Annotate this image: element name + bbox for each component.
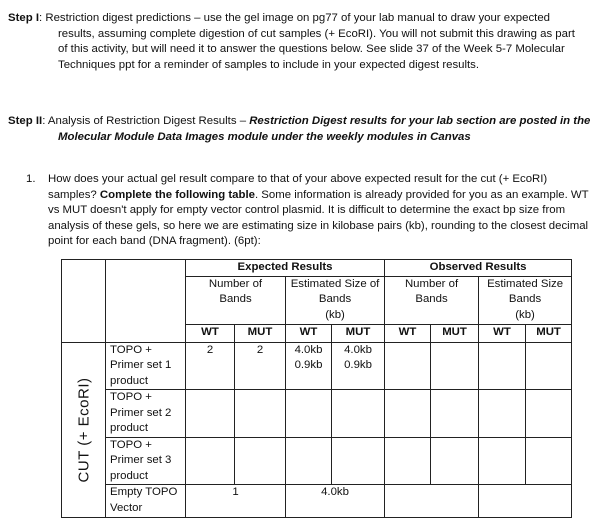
question-line-5: point for each band (DNA fragment). (6pt): xyxy=(48,235,261,247)
exp-bands-wt-header: WT xyxy=(186,324,235,342)
observed-num-bands-header: Number of Bands xyxy=(385,276,479,324)
results-table xyxy=(61,259,572,518)
obs-mut-bands-input-cell[interactable] xyxy=(431,342,479,390)
exp-wt-size-cell: 4.0kb 0.9kb xyxy=(286,342,332,390)
obs-bands-input-cell[interactable] xyxy=(385,485,479,518)
observed-results-header: Observed Results xyxy=(385,260,572,277)
sample-name-cell: TOPO + Primer set 1 product xyxy=(106,342,186,390)
question-line-4: analysis of these gels, so here we are estimating size in kilobase pairs (kb), rounding to the closest decimal xyxy=(48,219,589,232)
obs-mut-size-input-cell[interactable] xyxy=(526,390,572,438)
obs-size-input-cell[interactable] xyxy=(479,485,572,518)
exp-bands-cell: 1 xyxy=(186,485,286,518)
exp-mut-size-input-cell[interactable] xyxy=(332,390,385,438)
exp-wt-size-input-cell[interactable] xyxy=(286,437,332,485)
obs-wt-size-input-cell[interactable] xyxy=(479,437,526,485)
exp-wt-bands-cell: 2 xyxy=(186,342,235,390)
exp-wt-size-input-cell[interactable] xyxy=(286,390,332,438)
obs-bands-mut-header: MUT xyxy=(431,324,479,342)
obs-size-mut-header: MUT xyxy=(526,324,572,342)
expected-num-bands-header: Number of Bands xyxy=(186,276,286,324)
obs-size-wt-header: WT xyxy=(479,324,526,342)
step-1-line-3: of this activity, but will need it to answer the questions below. See slide 37 of the Week 5-7 Molecular xyxy=(58,43,565,55)
cut-ecori-label: CUT (+ EcoRI) xyxy=(74,377,92,483)
observed-est-size-header: Estimated Size Bands (kb) xyxy=(479,276,572,324)
question-instruction: Complete the following table xyxy=(99,188,255,201)
expected-est-size-header: Estimated Size of Bands (kb) xyxy=(286,276,385,324)
question-line-3: vs MUT doesn't apply for empty vector control plasmid. It is difficult to determine the exact bp size from xyxy=(48,204,566,216)
obs-wt-bands-input-cell[interactable] xyxy=(385,437,431,485)
table-row xyxy=(62,390,572,438)
exp-bands-mut-header: MUT xyxy=(235,324,286,342)
step-2-label: Step II xyxy=(8,115,43,127)
obs-bands-wt-header: WT xyxy=(385,324,431,342)
obs-mut-bands-input-cell[interactable] xyxy=(431,390,479,438)
exp-size-cell: 4.0kb xyxy=(286,485,385,518)
step-2-emphasis-1: Restriction Digest results for your lab section are posted in the xyxy=(249,115,591,127)
expected-results-header: Expected Results xyxy=(186,260,385,277)
step-1-label: Step I xyxy=(8,12,40,24)
step-1-paragraph xyxy=(8,11,604,73)
exp-size-mut-header: MUT xyxy=(332,324,385,342)
cut-side-cell xyxy=(62,342,106,518)
obs-mut-size-input-cell[interactable] xyxy=(526,342,572,390)
exp-mut-size-cell: 4.0kb 0.9kb xyxy=(332,342,385,390)
table-row xyxy=(62,342,572,390)
exp-mut-bands-input-cell[interactable] xyxy=(235,390,286,438)
obs-wt-size-input-cell[interactable] xyxy=(479,342,526,390)
sample-name-cell: Empty TOPO Vector xyxy=(106,485,186,518)
obs-wt-bands-input-cell[interactable] xyxy=(385,390,431,438)
exp-mut-size-input-cell[interactable] xyxy=(332,437,385,485)
obs-mut-size-input-cell[interactable] xyxy=(526,437,572,485)
question-line-1: How does your actual gel result compare to that of your above expected result for the cut (+ EcoRI) xyxy=(48,173,548,185)
sample-name-cell: TOPO + Primer set 3 product xyxy=(106,437,186,485)
step-1-line-4: Techniques ppt for a reminder of samples to include in your expected digest results. xyxy=(58,58,480,71)
exp-wt-bands-input-cell[interactable] xyxy=(186,437,235,485)
exp-mut-bands-input-cell[interactable] xyxy=(235,437,286,485)
question-number: 1. xyxy=(26,173,36,185)
obs-wt-size-input-cell[interactable] xyxy=(479,390,526,438)
corner-cell xyxy=(62,260,106,343)
table-row xyxy=(62,437,572,485)
step-1-line-2: results, assuming complete digestion of cut samples (+ EcoRI). You will not submit this drawing as part xyxy=(58,27,575,40)
table-row xyxy=(62,485,572,518)
step-2-paragraph xyxy=(8,114,604,145)
exp-size-wt-header: WT xyxy=(286,324,332,342)
sample-name-cell: TOPO + Primer set 2 product xyxy=(106,390,186,438)
exp-wt-bands-input-cell[interactable] xyxy=(186,390,235,438)
step-2-text: : Analysis of Restriction Digest Results – xyxy=(42,115,250,127)
step-2-emphasis-2: Molecular Module Data Images module under the weekly modules in Canvas xyxy=(58,130,471,143)
question-line-2: samples? Complete the following table. Some information is already provided for you as an example. WT xyxy=(48,188,589,201)
step-1-line-1: : Restriction digest predictions – use the gel image on pg77 of your lab manual to draw your expected xyxy=(39,12,550,24)
question-1 xyxy=(26,172,606,250)
sample-header-cell xyxy=(106,260,186,343)
exp-mut-bands-cell: 2 xyxy=(235,342,286,390)
obs-mut-bands-input-cell[interactable] xyxy=(431,437,479,485)
obs-wt-bands-input-cell[interactable] xyxy=(385,342,431,390)
